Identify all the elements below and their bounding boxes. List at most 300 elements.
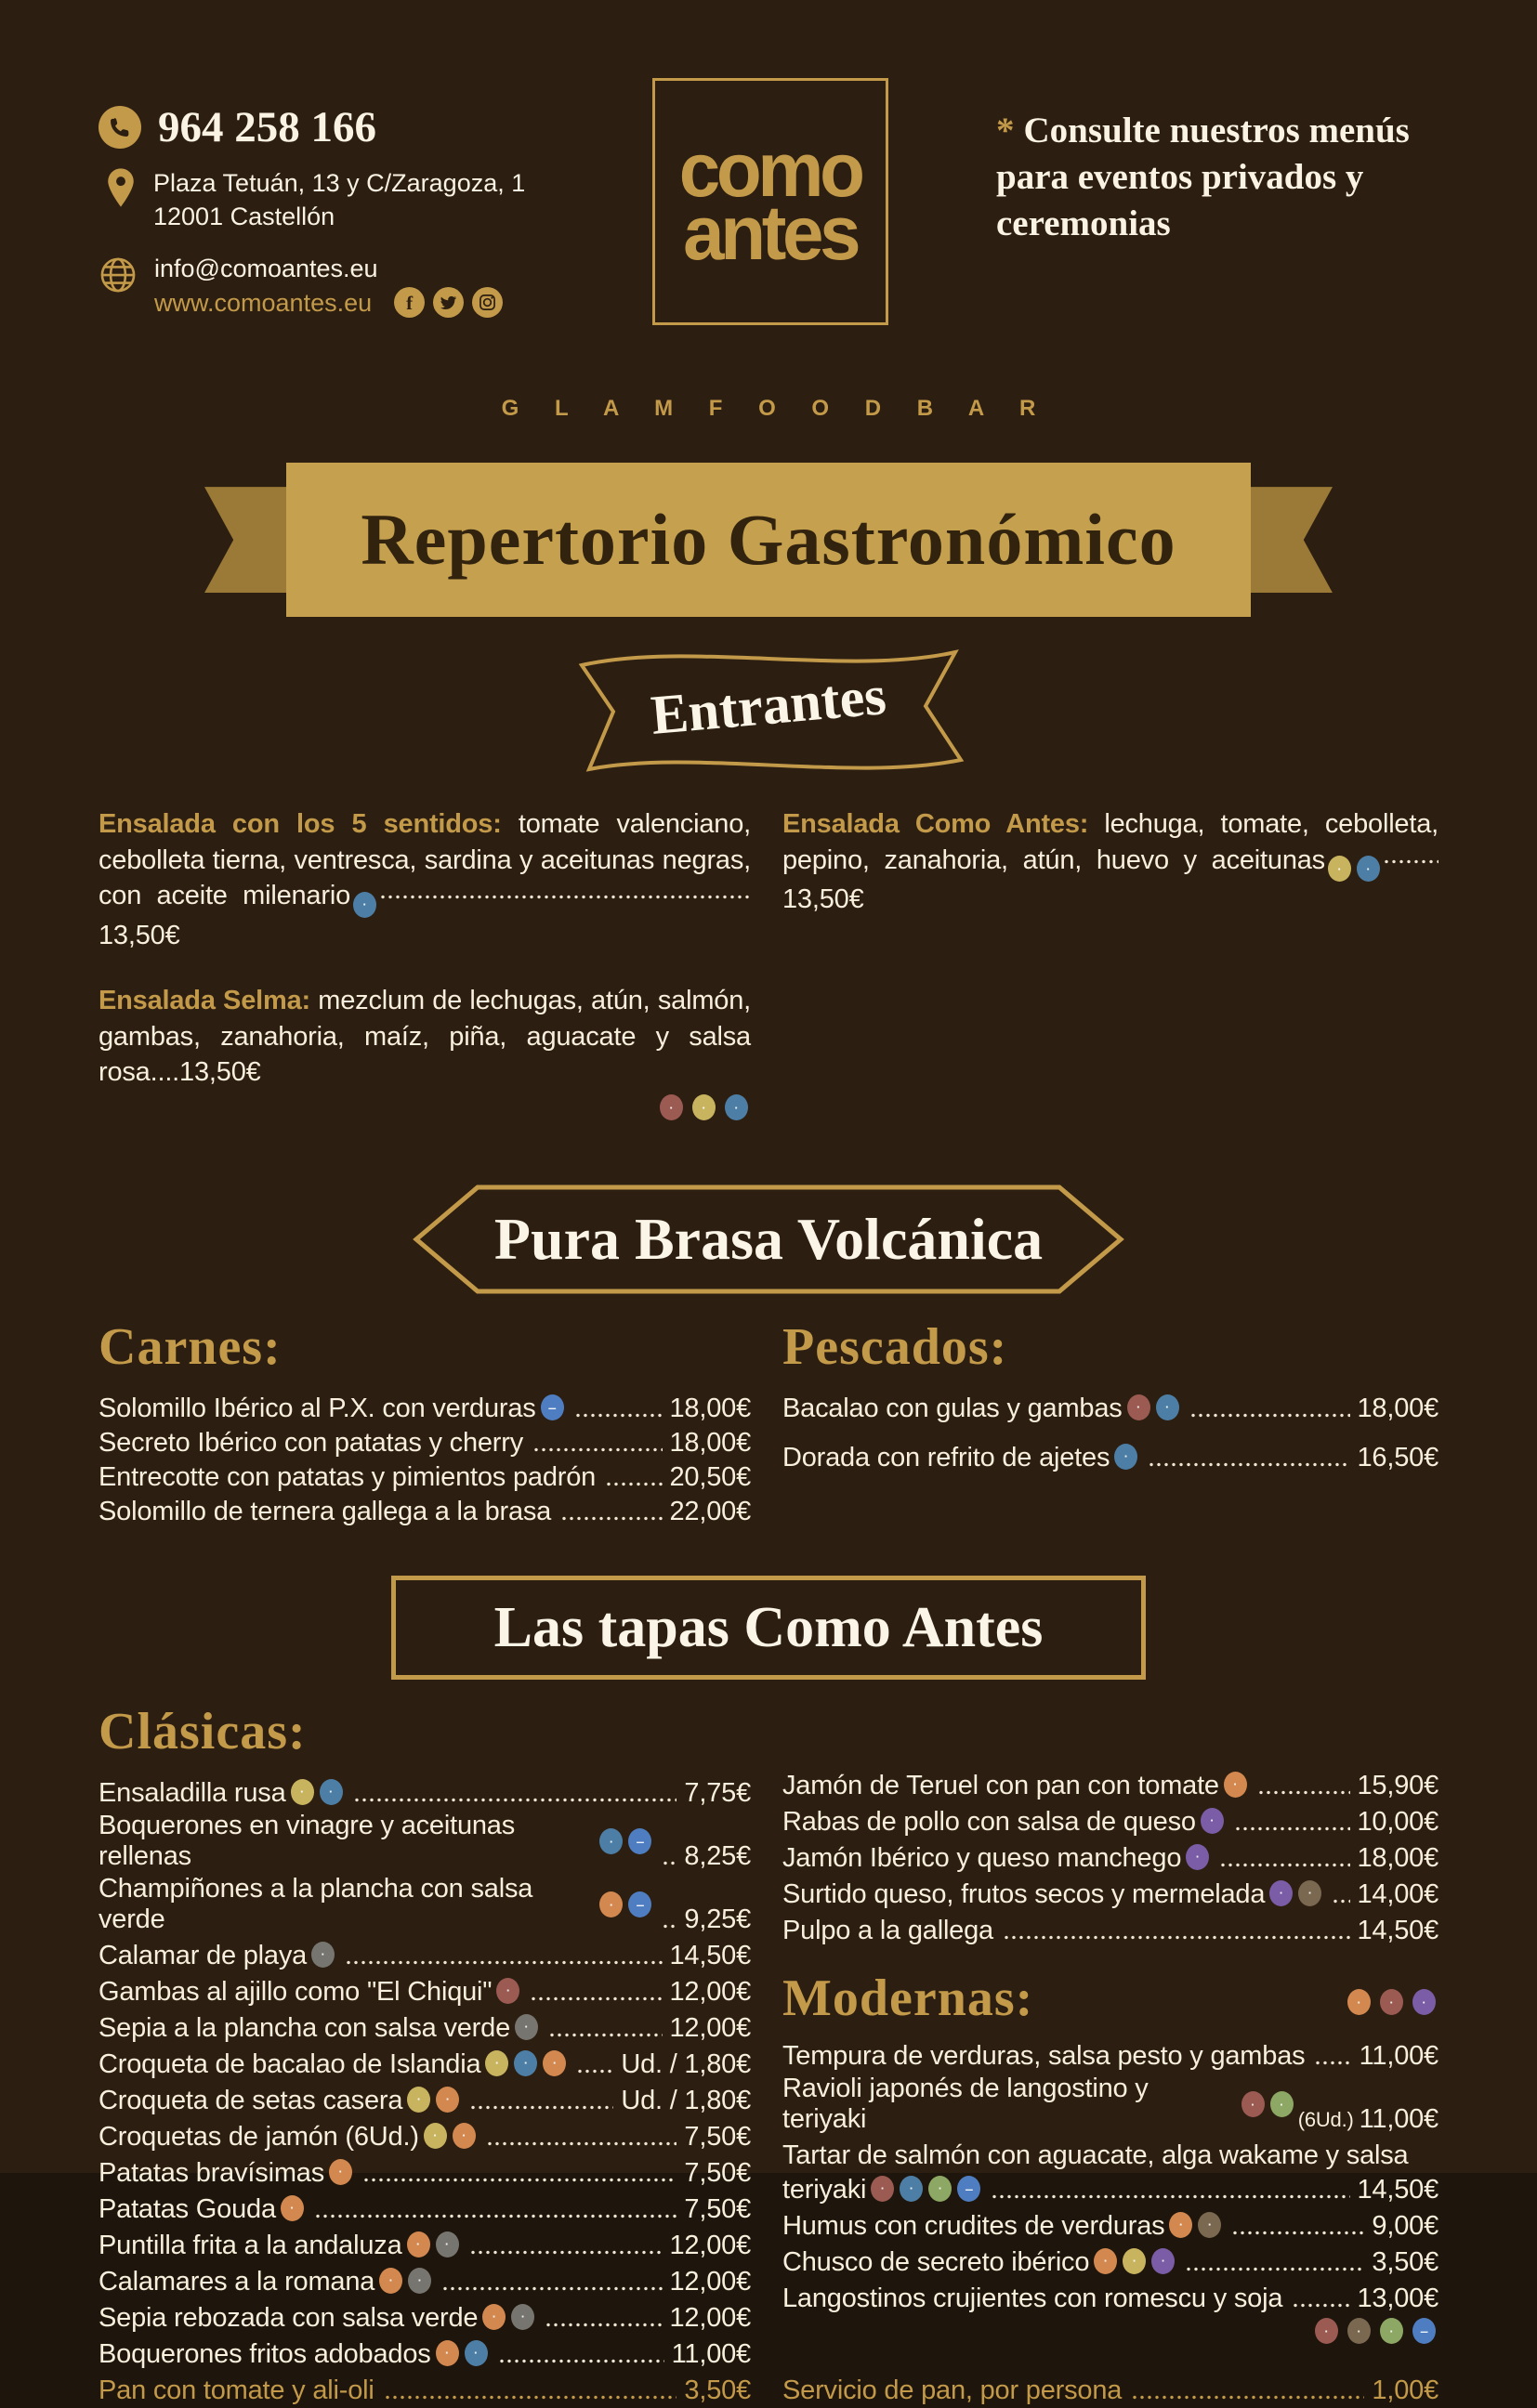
dish-name: Secreto Ibérico con patatas y cherry bbox=[99, 1428, 524, 1458]
phone-row[interactable] bbox=[99, 103, 545, 151]
logo-line2: antes bbox=[683, 189, 858, 276]
mollusc-allergen-icon bbox=[511, 2304, 534, 2330]
egg-allergen-icon bbox=[1123, 2248, 1146, 2274]
dish-price: 13,00€ bbox=[1357, 2284, 1438, 2313]
dots-leader bbox=[1257, 1790, 1350, 1795]
dish-name: Puntilla frita a la andaluza bbox=[99, 2231, 402, 2260]
menu-item bbox=[99, 1937, 751, 1971]
dots-leader bbox=[1148, 1462, 1349, 1467]
crustacean-allergen-icon bbox=[496, 1978, 519, 2004]
dish-price: 8,25€ bbox=[684, 1841, 751, 1871]
dish-price: 1,00€ bbox=[1372, 2375, 1438, 2405]
nuts-allergen-icon bbox=[1198, 2212, 1221, 2238]
dish-price: 13,50€ bbox=[99, 920, 180, 950]
dish-name: Calamares a la romana bbox=[99, 2267, 375, 2297]
dish-name: Dorada con refrito de ajetes bbox=[782, 1443, 1110, 1472]
dish-name: Entrecotte con patatas y pimientos padrón bbox=[99, 1462, 597, 1492]
nuts-allergen-icon bbox=[1298, 1880, 1321, 1906]
menu-item-line bbox=[99, 2191, 751, 2225]
mollusc-allergen-icon bbox=[408, 2268, 431, 2294]
dish-price: 11,00€ bbox=[671, 2339, 751, 2369]
dish-price: 14,00€ bbox=[1357, 1879, 1438, 1909]
dots-leader bbox=[560, 1516, 662, 1521]
dots-leader bbox=[1219, 1863, 1349, 1867]
dots-leader bbox=[576, 2069, 613, 2074]
social-icons bbox=[394, 287, 503, 318]
dots-leader bbox=[1234, 1826, 1350, 1831]
pescados-column bbox=[782, 1317, 1438, 1527]
entrantes-section bbox=[99, 806, 1438, 1150]
dish-price: 12,00€ bbox=[669, 1977, 751, 2007]
egg-allergen-icon bbox=[1328, 856, 1351, 882]
menu-item-line bbox=[99, 1973, 751, 2008]
gluten-allergen-icon bbox=[543, 2050, 566, 2076]
menu-item-line bbox=[782, 1876, 1438, 1910]
dots-leader bbox=[991, 2194, 1349, 2199]
egg-allergen-icon bbox=[424, 2123, 447, 2149]
menu-item-line bbox=[99, 2336, 751, 2370]
mollusc-allergen-icon bbox=[436, 2231, 459, 2258]
dairy-allergen-icon bbox=[1151, 2248, 1175, 2274]
dish-name: Pulpo a la gallega bbox=[782, 1916, 993, 1945]
dairy-allergen-icon bbox=[1201, 1808, 1224, 1834]
dish-price: 15,90€ bbox=[1357, 1771, 1438, 1800]
menu-item bbox=[782, 1767, 1438, 1801]
spacer bbox=[782, 1702, 1438, 1767]
clasicas-column bbox=[99, 1702, 751, 2408]
menu-item-line bbox=[99, 1424, 751, 1459]
instagram-icon[interactable] bbox=[472, 287, 503, 318]
dish-name: Gambas al ajillo como "El Chiqui" bbox=[99, 1977, 493, 2007]
dots-leader bbox=[574, 1413, 663, 1418]
carnes-list bbox=[99, 1390, 751, 1527]
menu-item-line bbox=[782, 2171, 1438, 2205]
dish-price: 7,50€ bbox=[684, 2122, 751, 2152]
dairy-allergen-icon bbox=[1412, 1989, 1436, 2015]
fish-allergen-icon bbox=[1114, 1444, 1137, 1470]
menu-item bbox=[99, 1774, 751, 1809]
tapas-banner bbox=[391, 1576, 1146, 1680]
menu-item-line bbox=[99, 1774, 751, 1809]
web-row bbox=[99, 252, 545, 320]
gluten-allergen-icon bbox=[407, 2231, 430, 2258]
egg-allergen-icon bbox=[407, 2087, 430, 2113]
crustacean-allergen-icon bbox=[1380, 1989, 1403, 2015]
menu-item bbox=[99, 1493, 751, 1527]
logo-line1: como bbox=[679, 125, 861, 213]
web-block bbox=[154, 252, 503, 320]
dish-price: Ud. / 1,80€ bbox=[621, 2086, 751, 2115]
menu-item-line bbox=[99, 1459, 751, 1493]
address bbox=[153, 167, 525, 233]
allergen-icons-row bbox=[99, 1094, 751, 1120]
gluten-allergen-icon bbox=[436, 2340, 459, 2366]
menu-item-line bbox=[782, 1767, 1438, 1801]
dots-leader bbox=[1185, 2267, 1364, 2271]
dish-name-line1: Tartar de salmón con aguacate, alga wakame y salsa bbox=[782, 2140, 1409, 2170]
gluten-allergen-icon bbox=[379, 2268, 402, 2294]
dish-lead: Ensalada Como Antes: bbox=[782, 809, 1105, 840]
tapas-title: Las tapas Como Antes bbox=[493, 1595, 1044, 1659]
menu-item bbox=[99, 1390, 751, 1424]
menu-item bbox=[782, 806, 1438, 918]
dots-leader bbox=[469, 2105, 613, 2110]
menu-item-line bbox=[782, 1803, 1438, 1838]
dish-desc: tomate valenciano, cebolleta tierna, ventresca, sardina y aceitunas negras, con aceite milenario bbox=[99, 809, 751, 911]
menu-item bbox=[782, 1912, 1438, 1946]
modernas-column bbox=[782, 1702, 1438, 2408]
dots-leader bbox=[1332, 1899, 1349, 1904]
dots-leader bbox=[662, 1861, 677, 1865]
dots-leader bbox=[1189, 1413, 1350, 1418]
dish-name: Bacalao con gulas y gambas bbox=[782, 1394, 1123, 1423]
sulfites-allergen-icon bbox=[628, 1828, 651, 1854]
menu-item-line bbox=[782, 2207, 1438, 2242]
dish-price: 10,00€ bbox=[1357, 1807, 1438, 1837]
dish-price: 18,00€ bbox=[669, 1394, 751, 1423]
menu-item-line bbox=[782, 2074, 1438, 2135]
website-link[interactable]: www.comoantes.eu bbox=[154, 288, 373, 317]
menu-item bbox=[99, 2191, 751, 2225]
dots-leader bbox=[441, 2286, 662, 2291]
mollusc-allergen-icon bbox=[515, 2014, 538, 2040]
dish-price: 20,50€ bbox=[669, 1462, 751, 1492]
modernas-list bbox=[782, 2037, 1438, 2346]
address-row bbox=[99, 167, 545, 233]
menu-item bbox=[99, 2154, 751, 2189]
address-line2: 12001 Castellón bbox=[153, 202, 335, 230]
dish-price: 16,50€ bbox=[1357, 1443, 1438, 1472]
dish-price: 3,50€ bbox=[684, 2375, 751, 2405]
dots-leader bbox=[548, 2033, 663, 2037]
main-banner-title: Repertorio Gastronómico bbox=[361, 499, 1176, 581]
dish-name: Humus con crudites de verduras bbox=[782, 2211, 1165, 2241]
dish-name: Jamón de Teruel con pan con tomate bbox=[782, 1771, 1219, 1800]
menu-item bbox=[99, 2082, 751, 2116]
tagline: G L A M F O O D B A R bbox=[501, 396, 1051, 422]
sulfites-allergen-icon bbox=[957, 2176, 980, 2202]
menu-item-line bbox=[782, 1439, 1438, 1473]
menu-item-line bbox=[99, 1811, 751, 1872]
main-banner-plate bbox=[286, 463, 1251, 617]
dish-price: 14,50€ bbox=[1357, 2175, 1438, 2205]
menu-item bbox=[99, 1811, 751, 1872]
main-banner bbox=[204, 463, 1333, 617]
dish-name: Solomillo de ternera gallega a la brasa bbox=[99, 1497, 552, 1526]
dish-price: 9,00€ bbox=[1372, 2211, 1438, 2241]
fish-allergen-icon bbox=[599, 1828, 623, 1854]
dish-price: 22,00€ bbox=[669, 1497, 751, 1526]
soy-allergen-icon bbox=[1270, 2091, 1294, 2117]
dots-leader bbox=[1003, 1935, 1350, 1940]
dots-leader bbox=[1292, 2303, 1349, 2308]
menu-item-line bbox=[99, 1937, 751, 1971]
menu-item bbox=[782, 1390, 1438, 1424]
menu-item bbox=[782, 2244, 1438, 2278]
menu-item bbox=[99, 1874, 751, 1935]
pan-row bbox=[99, 2372, 751, 2406]
gluten-allergen-icon bbox=[329, 2159, 352, 2185]
events-note-text: Consulte nuestros menús para eventos privados y ceremonias bbox=[996, 111, 1410, 243]
modernas-allergen-icons bbox=[1345, 1989, 1438, 2028]
dish-price: 14,50€ bbox=[669, 1941, 751, 1970]
menu-item bbox=[99, 983, 751, 1120]
menu-item-line bbox=[99, 2299, 751, 2334]
menu-item bbox=[99, 1459, 751, 1493]
gluten-allergen-icon bbox=[281, 2195, 304, 2221]
dots-leader bbox=[1131, 2395, 1364, 2400]
dish-price: 7,50€ bbox=[684, 2158, 751, 2188]
menu-item-line bbox=[99, 1874, 751, 1935]
egg-allergen-icon bbox=[692, 1094, 716, 1120]
dish-name: Patatas bravísimas bbox=[99, 2158, 324, 2188]
crustacean-allergen-icon bbox=[871, 2176, 894, 2202]
menu-item bbox=[782, 1803, 1438, 1838]
dish-price: 14,50€ bbox=[1357, 1916, 1438, 1945]
menu-item-line bbox=[782, 1912, 1438, 1946]
dish-price: 12,00€ bbox=[669, 2267, 751, 2297]
gluten-allergen-icon bbox=[1094, 2248, 1117, 2274]
dish-name: Croqueta de bacalao de Islandia bbox=[99, 2049, 481, 2079]
dish-price: 7,75€ bbox=[684, 1778, 751, 1808]
dish-name: Champiñones a la plancha con salsa verde bbox=[99, 1874, 533, 1934]
menu-item bbox=[782, 1439, 1438, 1473]
dish-desc: mezclum de lechugas, atún, salmón, gambas, zanahoria, maíz, piña, aguacate y salsa rosa.... bbox=[99, 986, 751, 1088]
sulfites-allergen-icon bbox=[1412, 2318, 1436, 2344]
dish-name: Chusco de secreto ibérico bbox=[782, 2247, 1090, 2277]
location-pin-icon bbox=[99, 167, 137, 213]
entrantes-ribbon bbox=[541, 632, 996, 779]
fish-allergen-icon bbox=[514, 2050, 537, 2076]
entrantes-title: Entrantes bbox=[648, 663, 889, 746]
menu-item-line bbox=[99, 2046, 751, 2080]
dish-name: Boquerones en vinagre y aceitunas rellenas bbox=[99, 1811, 516, 1871]
carnes-column bbox=[99, 1317, 751, 1527]
dish-name: Sepia a la plancha con salsa verde bbox=[99, 2013, 510, 2043]
dots-leader bbox=[469, 2250, 663, 2255]
dots-leader bbox=[530, 1996, 662, 2001]
brasa-section bbox=[99, 1317, 1438, 1527]
crustacean-allergen-icon bbox=[1127, 1394, 1150, 1420]
dots-leader bbox=[532, 1447, 662, 1452]
dish-price: Ud. / 1,80€ bbox=[621, 2049, 751, 2079]
crustacean-allergen-icon bbox=[1241, 2091, 1265, 2117]
dish-price: 12,00€ bbox=[669, 2303, 751, 2333]
menu-item-line bbox=[99, 2227, 751, 2261]
clasicas-heading: Clásicas: bbox=[99, 1703, 307, 1760]
soy-allergen-icon bbox=[1380, 2318, 1403, 2344]
menu-item-line bbox=[782, 1390, 1438, 1424]
dots-leader bbox=[345, 1960, 662, 1965]
crustacean-allergen-icon bbox=[660, 1094, 683, 1120]
menu-item bbox=[782, 2074, 1438, 2135]
fish-allergen-icon bbox=[1156, 1394, 1179, 1420]
fish-allergen-icon bbox=[320, 1779, 343, 1805]
menu-item bbox=[782, 2207, 1438, 2242]
dots-leader bbox=[384, 2395, 677, 2400]
menu-item-line bbox=[99, 1390, 751, 1424]
allergen-icons-row bbox=[782, 2318, 1438, 2344]
modernas-header bbox=[782, 1969, 1438, 2028]
dots-leader bbox=[486, 2141, 677, 2146]
dish-name: teriyaki bbox=[782, 2175, 867, 2205]
clasicas-left-list bbox=[99, 1774, 751, 2372]
clasicas-right-list bbox=[782, 1767, 1438, 1948]
egg-allergen-icon bbox=[485, 2050, 508, 2076]
dish-price: 11,00€ bbox=[1359, 2041, 1438, 2071]
menu-item bbox=[782, 1839, 1438, 1874]
dish-price: 12,00€ bbox=[669, 2013, 751, 2043]
dish-price: 18,00€ bbox=[1357, 1394, 1438, 1423]
menu-item-line bbox=[782, 2037, 1438, 2072]
menu-item bbox=[99, 2336, 751, 2370]
dots-leader bbox=[1314, 2061, 1351, 2065]
menu-item bbox=[99, 2263, 751, 2297]
asterisk-mark: * bbox=[996, 111, 1015, 150]
menu-item-line bbox=[99, 1493, 751, 1527]
menu-item bbox=[99, 2046, 751, 2080]
modernas-heading: Modernas: bbox=[782, 1970, 1034, 2027]
dish-desc: lechuga, tomate, cebolleta, pepino, zanahoria, atún, huevo y aceitunas bbox=[782, 809, 1439, 875]
dots-leader bbox=[498, 2359, 664, 2363]
menu-item-line bbox=[99, 2082, 751, 2116]
dish-lead: Ensalada con los 5 sentidos: bbox=[99, 809, 519, 840]
dish-name: Sepia rebozada con salsa verde bbox=[99, 2303, 479, 2333]
crustacean-allergen-icon bbox=[1315, 2318, 1338, 2344]
menu-item-line bbox=[99, 2118, 751, 2153]
dots-leader bbox=[545, 2323, 662, 2327]
dots-leader bbox=[379, 895, 751, 899]
globe-icon bbox=[99, 252, 138, 299]
pescados-heading: Pescados: bbox=[782, 1318, 1008, 1376]
dots-leader bbox=[314, 2214, 677, 2218]
brasa-banner bbox=[381, 1182, 1156, 1297]
facebook-icon[interactable]: f bbox=[394, 287, 425, 318]
dish-name: Croqueta de setas casera bbox=[99, 2086, 403, 2115]
gluten-allergen-icon bbox=[436, 2087, 459, 2113]
menu-item bbox=[782, 1876, 1438, 1910]
menu-item-line bbox=[782, 2244, 1438, 2278]
dish-name: Langostinos crujientes con romescu y soja bbox=[782, 2284, 1283, 2313]
phone-number: 964 258 166 bbox=[158, 103, 376, 151]
gluten-allergen-icon bbox=[1169, 2212, 1192, 2238]
dots-leader bbox=[605, 1482, 662, 1486]
header bbox=[99, 78, 1438, 338]
dish-name: Servicio de pan, por persona bbox=[782, 2375, 1123, 2405]
soy-allergen-icon bbox=[928, 2176, 952, 2202]
dish-price: 13,50€ bbox=[782, 884, 864, 915]
dish-price: 18,00€ bbox=[1357, 1843, 1438, 1873]
dish-name: Ensaladilla rusa bbox=[99, 1778, 286, 1808]
menu-item bbox=[99, 2227, 751, 2261]
entrantes-right-column bbox=[782, 806, 1438, 1150]
dots-leader bbox=[362, 2178, 677, 2182]
dots-leader bbox=[353, 1798, 677, 1802]
dish-name: Surtido queso, frutos secos y mermelada bbox=[782, 1879, 1266, 1909]
gluten-allergen-icon bbox=[1347, 1989, 1371, 2015]
sulfites-allergen-icon bbox=[541, 1394, 564, 1420]
dish-name: Boquerones fritos adobados bbox=[99, 2339, 431, 2369]
dairy-allergen-icon bbox=[1269, 1880, 1293, 1906]
menu-item-line bbox=[99, 2263, 751, 2297]
dots-leader bbox=[1383, 859, 1438, 864]
dish-price: 13,50€ bbox=[179, 1057, 261, 1088]
gluten-allergen-icon bbox=[599, 1891, 623, 1917]
menu-item-line bbox=[99, 2154, 751, 2189]
tapas-section bbox=[99, 1702, 1438, 2405]
dish-price: 12,00€ bbox=[669, 2231, 751, 2260]
pescados-list bbox=[782, 1390, 1438, 1473]
address-line1: Plaza Tetuán, 13 y C/Zaragoza, 1 bbox=[153, 169, 526, 197]
brasa-title: Pura Brasa Volcánica bbox=[493, 1206, 1044, 1272]
dish-name: Croquetas de jamón (6Ud.) bbox=[99, 2122, 419, 2152]
dish-price: 3,50€ bbox=[1372, 2247, 1438, 2277]
menu-item-line bbox=[782, 1839, 1438, 1874]
unit-note: (6Ud.) bbox=[1297, 2108, 1354, 2131]
carnes-heading: Carnes: bbox=[99, 1318, 282, 1376]
dairy-allergen-icon bbox=[1186, 1844, 1209, 1870]
dish-price: 11,00€ bbox=[1359, 2104, 1438, 2134]
nuts-allergen-icon bbox=[1347, 2318, 1371, 2344]
contact-block bbox=[99, 78, 545, 338]
dots-leader bbox=[662, 1924, 677, 1929]
menu-item bbox=[782, 2137, 1438, 2205]
mollusc-allergen-icon bbox=[311, 1942, 335, 1968]
phone-icon bbox=[99, 106, 141, 149]
dish-name: Tempura de verduras, salsa pesto y gambas bbox=[782, 2041, 1306, 2071]
dish-name: Patatas Gouda bbox=[99, 2194, 276, 2224]
dish-name: Jamón Ibérico y queso manchego bbox=[782, 1843, 1182, 1873]
gluten-allergen-icon bbox=[482, 2304, 506, 2330]
entrantes-left-column bbox=[99, 806, 751, 1150]
logo bbox=[652, 78, 888, 325]
dish-name: Rabas de pollo con salsa de queso bbox=[782, 1807, 1196, 1837]
dish-price: 7,50€ bbox=[684, 2194, 751, 2224]
menu-item bbox=[99, 1973, 751, 2008]
fish-allergen-icon bbox=[1357, 856, 1380, 882]
dish-lead: Ensalada Selma: bbox=[99, 986, 319, 1016]
dish-name: Pan con tomate y ali-oli bbox=[99, 2375, 374, 2405]
dish-name: Solomillo Ibérico al P.X. con verduras bbox=[99, 1394, 536, 1423]
menu-item bbox=[99, 2299, 751, 2334]
fish-allergen-icon bbox=[353, 892, 376, 918]
dish-price: 9,25€ bbox=[684, 1904, 751, 1934]
gluten-allergen-icon bbox=[453, 2123, 476, 2149]
menu-item bbox=[99, 2009, 751, 2044]
dish-price: 18,00€ bbox=[669, 1428, 751, 1458]
dots-leader bbox=[1231, 2231, 1364, 2235]
menu-item bbox=[99, 806, 751, 953]
fish-allergen-icon bbox=[465, 2340, 488, 2366]
dish-name: Calamar de playa bbox=[99, 1941, 308, 1970]
dish-name: Ravioli japonés de langostino y teriyaki bbox=[782, 2074, 1149, 2134]
menu-item bbox=[782, 2037, 1438, 2072]
servicio-row bbox=[782, 2372, 1438, 2406]
menu-item bbox=[99, 1424, 751, 1459]
twitter-icon[interactable] bbox=[433, 287, 464, 318]
menu-item-line bbox=[782, 2280, 1438, 2314]
fish-allergen-icon bbox=[900, 2176, 923, 2202]
menu-item-line bbox=[99, 2009, 751, 2044]
gluten-allergen-icon bbox=[1224, 1772, 1247, 1798]
menu-item bbox=[99, 2118, 751, 2153]
email-link[interactable]: info@comoantes.eu bbox=[154, 255, 378, 283]
egg-allergen-icon bbox=[291, 1779, 314, 1805]
events-note bbox=[996, 78, 1438, 247]
menu-item bbox=[782, 2280, 1438, 2344]
sulfites-allergen-icon bbox=[628, 1891, 651, 1917]
fish-allergen-icon bbox=[725, 1094, 748, 1120]
